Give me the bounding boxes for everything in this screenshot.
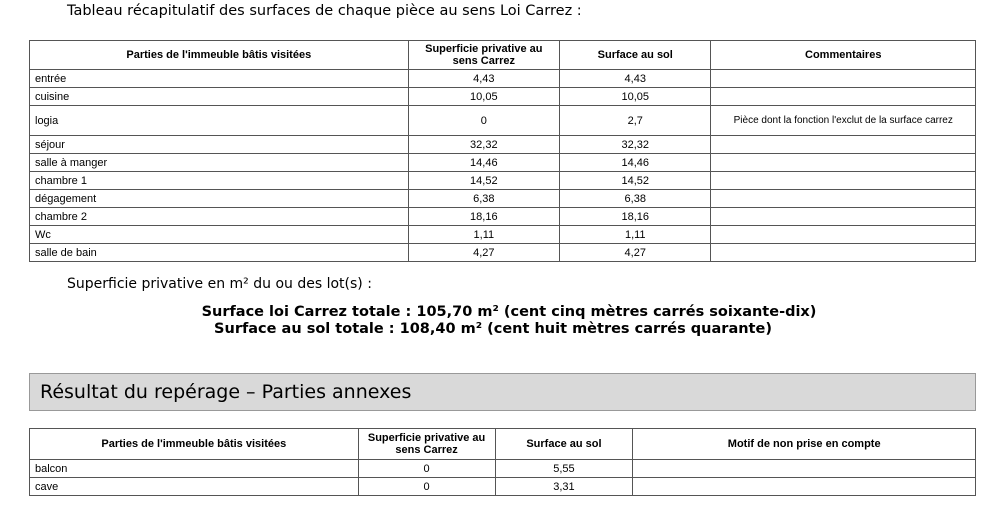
- carrez-table: [29, 40, 976, 262]
- section-header: [29, 373, 976, 411]
- cell-commentaire: [711, 208, 976, 226]
- cell-partie: cuisine: [30, 88, 409, 106]
- total-sol: Surface au sol totale : 108,40 m² (cent huit mètres carrés quarante): [214, 321, 772, 337]
- cell-superficie-carrez: 18,16: [408, 208, 559, 226]
- cell-commentaire: [711, 88, 976, 106]
- table-row: [30, 172, 976, 190]
- cell-commentaire: [711, 190, 976, 208]
- cell-commentaire: [711, 244, 976, 262]
- cell-superficie-carrez: 4,27: [408, 244, 559, 262]
- cell-partie: dégagement: [30, 190, 409, 208]
- header-surface-sol: Surface au sol: [495, 429, 633, 460]
- cell-surface-sol: 6,38: [560, 190, 711, 208]
- cell-surface-sol: 2,7: [560, 106, 711, 136]
- cell-superficie-carrez: 0: [408, 106, 559, 136]
- cell-commentaire: [711, 70, 976, 88]
- cell-superficie-carrez: 4,43: [408, 70, 559, 88]
- cell-commentaire: [711, 154, 976, 172]
- cell-superficie-carrez: 10,05: [408, 88, 559, 106]
- cell-commentaire: Pièce dont la fonction l'exclut de la surface carrez: [711, 106, 976, 136]
- cell-superficie-carrez: 14,52: [408, 172, 559, 190]
- cell-superficie-carrez: 14,46: [408, 154, 559, 172]
- table-row: [30, 106, 976, 136]
- header-commentaires: Commentaires: [711, 41, 976, 70]
- table-row: [30, 244, 976, 262]
- cell-surface-sol: 32,32: [560, 136, 711, 154]
- table-row: [30, 88, 976, 106]
- cell-commentaire: [633, 478, 976, 496]
- header-parties: Parties de l'immeuble bâtis visitées: [30, 41, 409, 70]
- cell-partie: chambre 1: [30, 172, 409, 190]
- cell-commentaire: [711, 172, 976, 190]
- header-superficie-carrez: Superficie privative au sens Carrez: [408, 41, 559, 70]
- annexes-table: [29, 428, 976, 496]
- cell-superficie-carrez: 6,38: [408, 190, 559, 208]
- cell-surface-sol: 18,16: [560, 208, 711, 226]
- cell-superficie-carrez: 1,11: [408, 226, 559, 244]
- cell-partie: logia: [30, 106, 409, 136]
- table-row: [30, 208, 976, 226]
- total-carrez: Surface loi Carrez totale : 105,70 m² (cent cinq mètres carrés soixante-dix): [201, 304, 817, 320]
- section-title: Résultat du repérage – Parties annexes: [40, 381, 412, 403]
- cell-surface-sol: 4,27: [560, 244, 711, 262]
- cell-commentaire: [633, 460, 976, 478]
- header-motif: Motif de non prise en compte: [633, 429, 976, 460]
- cell-surface-sol: 14,52: [560, 172, 711, 190]
- cell-superficie-carrez: 0: [358, 460, 495, 478]
- table-row: [30, 226, 976, 244]
- cell-partie: salle de bain: [30, 244, 409, 262]
- header-parties: Parties de l'immeuble bâtis visitées: [30, 429, 359, 460]
- cell-surface-sol: 1,11: [560, 226, 711, 244]
- cell-surface-sol: 14,46: [560, 154, 711, 172]
- table-row: [30, 478, 976, 496]
- cell-partie: entrée: [30, 70, 409, 88]
- cell-commentaire: [711, 136, 976, 154]
- cell-surface-sol: 4,43: [560, 70, 711, 88]
- cell-surface-sol: 5,55: [495, 460, 633, 478]
- intro-text: Tableau récapitulatif des surfaces de chaque pièce au sens Loi Carrez :: [67, 3, 582, 19]
- cell-superficie-carrez: 0: [358, 478, 495, 496]
- cell-partie: chambre 2: [30, 208, 409, 226]
- cell-surface-sol: 3,31: [495, 478, 633, 496]
- table-row: [30, 460, 976, 478]
- cell-commentaire: [711, 226, 976, 244]
- table-row: [30, 136, 976, 154]
- table-row: [30, 70, 976, 88]
- cell-partie: balcon: [30, 460, 359, 478]
- cell-superficie-carrez: 32,32: [408, 136, 559, 154]
- subtitle-text: Superficie privative en m² du ou des lot(s) :: [67, 276, 372, 292]
- cell-partie: salle à manger: [30, 154, 409, 172]
- table-row: [30, 190, 976, 208]
- header-surface-sol: Surface au sol: [560, 41, 711, 70]
- header-superficie-carrez: Superficie privative au sens Carrez: [358, 429, 495, 460]
- cell-partie: séjour: [30, 136, 409, 154]
- cell-surface-sol: 10,05: [560, 88, 711, 106]
- cell-partie: Wc: [30, 226, 409, 244]
- cell-partie: cave: [30, 478, 359, 496]
- table-row: [30, 154, 976, 172]
